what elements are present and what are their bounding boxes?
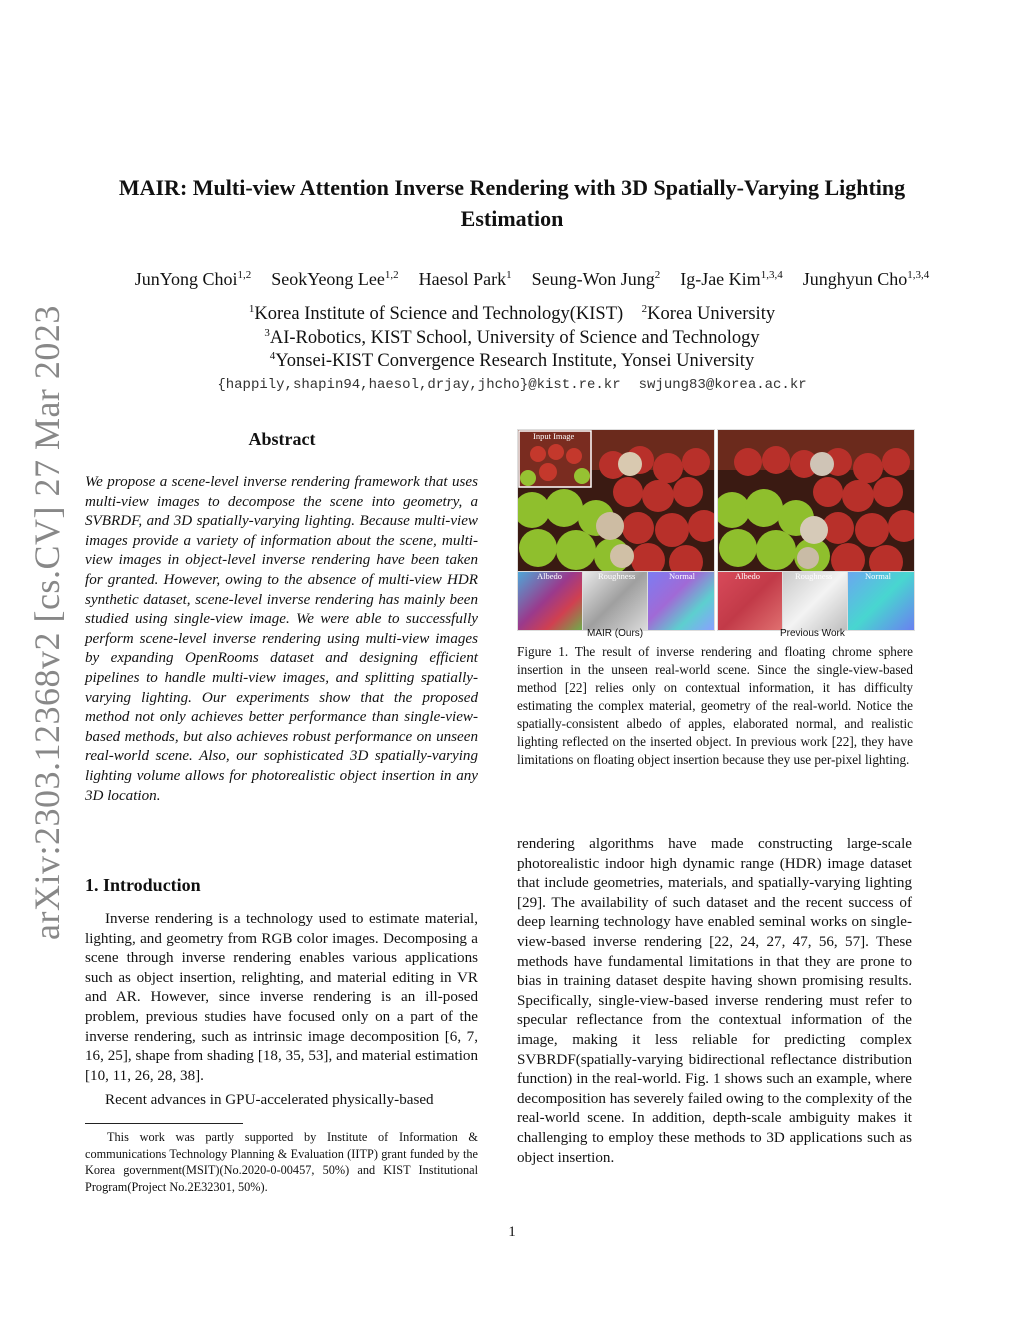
author-affiliation-marker: 1,3,4	[760, 269, 783, 281]
author-4	[532, 269, 661, 289]
intro-paragraph-2: Recent advances in GPU-accelerated physically-based	[105, 1092, 434, 1108]
page-number: 1	[508, 1224, 516, 1240]
author-affiliation-marker: 1,3,4	[907, 269, 930, 281]
affiliation-line-1: $^1$Korea Institute of Science and Technology(KIST) $^2$Korea University	[248, 303, 776, 324]
previous-roughness-label: Roughness	[795, 571, 833, 581]
mair-roughness-label: Roughness	[598, 571, 636, 581]
author-6	[803, 269, 930, 289]
previous-subfigure-title: Previous Work	[780, 628, 845, 639]
section-heading-introduction: 1. Introduction	[85, 875, 201, 895]
kist-emails: {happily,shapin94,haesol,drjay,jhcho}@kist.re.kr	[217, 377, 621, 393]
affiliation-line-3: $^4$Yonsei-KIST Convergence Research Institute, Yonsei University	[269, 350, 755, 371]
author-name: SeokYeong Lee	[271, 269, 385, 289]
author-2	[271, 269, 398, 289]
mair-render-image	[517, 429, 715, 573]
figure-1	[517, 429, 913, 641]
korea-email: swjung83@korea.ac.kr	[638, 377, 807, 393]
previous-albedo-label: Albedo	[735, 571, 761, 581]
figure-1-caption: Figure 1. The result of inverse rendering and floating chrome sphere insertion in the unseen real-world scene. Since the single-view-based method [22] relies only on contextual information, it has difficulty estimating the complex material, geometry of the real-world. Notice the spatially-consistent albedo of apples, elaborated normal, and realistic lighting reflected on the inserted object. In previous work [22], they have limitations on floating object insertion because they use per-pixel lighting.	[517, 644, 913, 767]
paper-title: MAIR: Multi-view Attention Inverse Rendering with 3D Spatially-Varying Lighting Estimation	[118, 175, 906, 231]
author-affiliation-marker: 1,2	[237, 269, 252, 281]
author-name: Junghyun Cho	[802, 269, 908, 289]
affiliation-line-2: $^3$AI-Robotics, KIST School, University of Science and Technology	[264, 326, 760, 348]
intro-paragraph-1: Inverse rendering is a technology used to estimate material, lighting, and geometry from RGB color images. Decomposing a scene through inverse rendering enables various applications such as object insertion, relighting, and material editing in VR and AR. However, since inverse rendering is an ill-posed problem, previous studies have focused only on a part of the inverse rendering, such as intrinsic image decomposition [6, 7, 16, 25], shape from shading [18, 35, 53], and material estimation [10, 11, 26, 28, 38].	[85, 911, 478, 1084]
abstract-body: We propose a scene-level inverse rendering framework that uses multi-view images to decompose the scene into geometry, a SVBRDF, and 3D spatially-varying lighting. Because multi-view images provide a variety of information about the scene, multi-view images in object-level inverse rendering have been taken for granted. However, owing to the absence of multi-view HDR synthetic dataset, scene-level inverse rendering has mainly been studied using single-view image. We were able to successfully perform scene-level inverse rendering using multi-view images by expanding OpenRooms dataset and designing efficient pipelines to handle multi-view images, and splitting spatially-varying lighting. Our experiments show that the proposed method not only achieves better performance than single-view-based methods, but also achieves robust performance on unseen real-world scene. Also, our sophisticated 3D spatially-varying lighting volume allows for photorealistic object insertion in any 3D location.	[85, 474, 478, 804]
author-3	[419, 269, 512, 289]
author-list	[70, 269, 994, 290]
author-affiliation-marker: 1,2	[384, 269, 399, 281]
previous-normal-label: Normal	[865, 571, 891, 581]
input-image-label: Input Image	[533, 431, 575, 441]
affiliations	[80, 303, 944, 374]
footnote-divider	[85, 1123, 243, 1124]
intro-paragraph-right-column: rendering algorithms have made constructing large-scale photorealistic indoor high dynamic range (HDR) image dataset that include geometries, materials, and spatially-varying lighting [29]. The availability of such dataset and the recent success of deep learning technology have enabled seminal works on single-view-based inverse rendering [22, 24, 27, 47, 56, 57]. These methods have fundamental limitations in that they are prone to bias in training dataset despite having shown promising results. Specifically, single-view-based inverse rendering must refer to specular reflectance from the contextual information of the image, making it less reliable for predicting complex SVBRDF(spatially-varying bidirectional reflectance distribution function) in the real-world. Fig. 1 shows such an example, where decomposition has severely failed owing to the complexity of the real-world scene. In addition, depth-scale ambiguity makes it challenging to employ these methods to 3D applications such as object insertion.	[517, 836, 912, 1166]
author-5	[680, 269, 782, 289]
author-name: Ig-Jae Kim	[680, 269, 761, 289]
arxiv-identifier: arXiv:2303.12368v2 [cs.CV] 27 Mar 2023	[27, 305, 67, 940]
author-name: Seung-Won Jung	[531, 269, 655, 289]
author-affiliation-marker: 2	[654, 269, 661, 281]
author-name: Haesol Park	[418, 269, 507, 289]
mair-normal-label: Normal	[669, 571, 695, 581]
abstract-heading: Abstract	[248, 429, 316, 449]
mair-albedo-label: Albedo	[537, 571, 563, 581]
author-emails	[80, 377, 944, 393]
author-1	[135, 269, 251, 289]
mair-subfigure-title: MAIR (Ours)	[587, 628, 644, 639]
previous-work-render-image	[717, 429, 915, 573]
footnote: This work was partly supported by Institute of Information & communications Technology Planning & Evaluation (IITP) grant funded by the Korea government(MSIT)(No.2020-0-00457, 50%) and KIST Institutional Program(Project No.2E32301, 50%).	[85, 1130, 478, 1194]
author-name: JunYong Choi	[134, 269, 238, 289]
author-affiliation-marker: 1	[506, 269, 512, 281]
